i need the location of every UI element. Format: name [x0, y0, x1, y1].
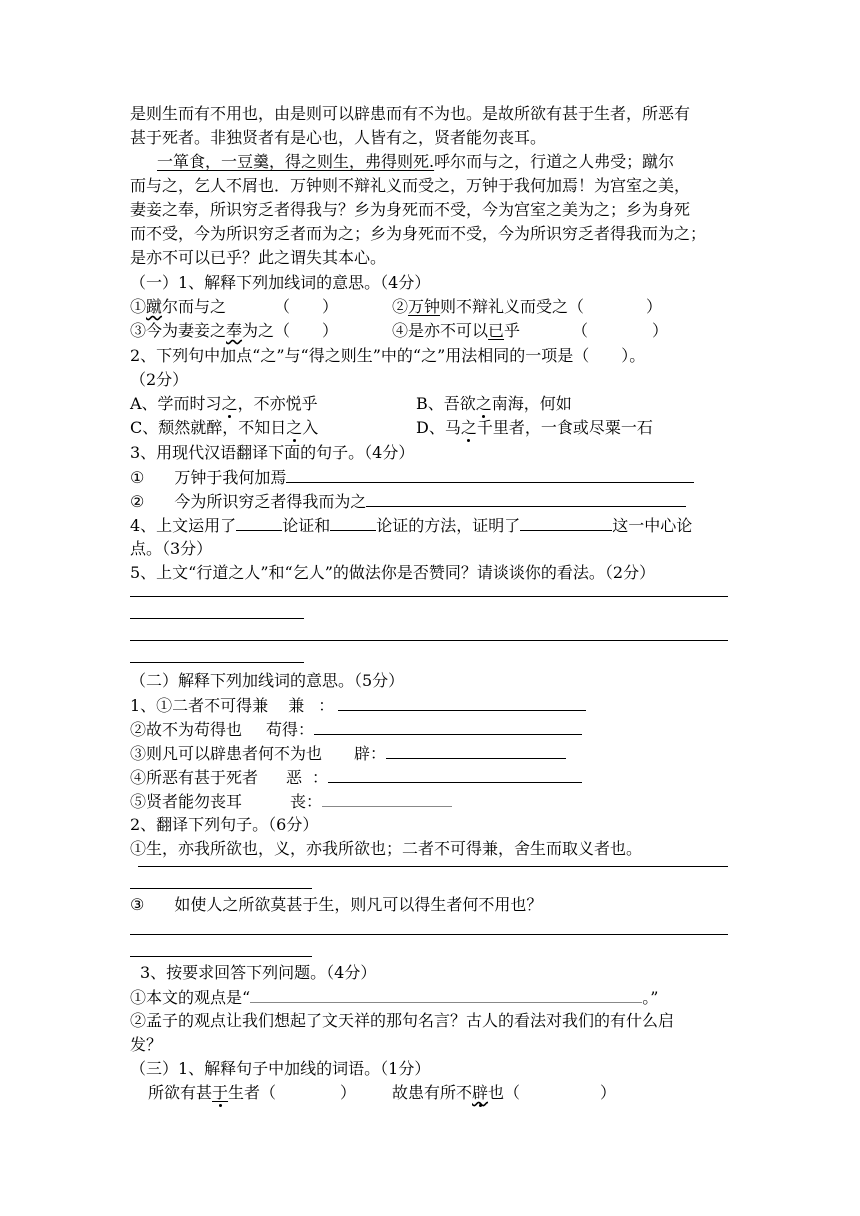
option-b: B、吾欲之南海，何如	[416, 394, 572, 413]
question-4: 4、上文运用了 论证和 论证的方法，证明了 这一中心论	[130, 516, 693, 535]
answer-line[interactable]	[138, 866, 728, 867]
inspiration-question: ②孟子的观点让我们想起了文天祥的那句名言？古人的看法对我们的有什么启	[130, 1011, 675, 1030]
q1-item-a: ①蹴尔而与之 （ ）	[130, 297, 339, 316]
answer-line[interactable]	[130, 934, 728, 935]
vocab-item-5: ⑤贤者能勿丧耳 丧：	[130, 790, 452, 813]
passage-line: 一箪食，一豆羹，得之则生，弗得则死.呼尔而与之，行道之人弗受；蹴尔	[157, 152, 675, 171]
question-5: 5、上文“行道之人”和“乞人”的做法你是否赞同？请谈谈你的看法。（2分）	[130, 563, 656, 582]
underlined-sentence: 一箪食，一豆羹，得之则生，弗得则死.	[157, 152, 435, 171]
translate-item-2: ② 今为所识穷乏者得我而为之	[130, 490, 686, 513]
translate-item-1: ① 万钟于我何加焉	[130, 466, 694, 489]
answer-line[interactable]	[328, 766, 582, 783]
option-d: D、马之千里者，一食或尽粟一石	[416, 418, 653, 437]
section-3-title: （三）1、解释句子中加线的词语。（1分）	[130, 1059, 431, 1078]
answer-line[interactable]	[314, 718, 582, 735]
answer-line[interactable]	[366, 490, 686, 507]
answer-line[interactable]	[338, 694, 586, 711]
question-3-title: 3、用现代汉语翻译下面的句子。（4分）	[130, 443, 415, 462]
answer-line[interactable]	[130, 956, 312, 957]
section-2-title: （二）解释下列加线词的意思。（5分）	[130, 671, 405, 690]
answer-line[interactable]	[286, 466, 694, 483]
question-2-title: 2、下列句中加点“之”与“得之则生”中的“之”用法相同的一项是（ ）。	[130, 346, 646, 365]
option-a: A、学而时习之，不亦悦乎	[130, 394, 318, 413]
answer-blank[interactable]	[330, 514, 376, 531]
option-c: C、颓然就醉，不知日之入	[130, 418, 319, 437]
translate-title: 2、翻译下列句子。（6分）	[130, 815, 319, 834]
question-3-title: 3、按要求回答下列问题。（4分）	[140, 963, 377, 982]
passage-line: 甚于死者。非独贤者有是心也，人皆有之，贤者能勿丧耳。	[130, 128, 547, 147]
answer-line[interactable]	[250, 986, 642, 1003]
q1-item-b: ②万钟则不辩礼义而受之（ ）	[392, 297, 663, 316]
viewpoint-question: ①本文的观点是“ 。”	[130, 988, 659, 1007]
vocab-item-4: ④所恶有甚于死者 恶 ：	[130, 766, 582, 789]
passage-line: 妻妾之奉，所识穷乏者得我与？乡为身死而不受，今为宫室之美为之；乡为身死	[130, 200, 691, 219]
answer-line[interactable]	[130, 618, 304, 619]
question-4-cont: 点。（3分）	[130, 539, 213, 558]
passage-line: 是则生而有不用也，由是则可以辟患而有不为也。是故所欲有甚于生者，所恶有	[130, 104, 691, 123]
passage-line: 而与之，乞人不屑也．万钟则不辩礼义而受之，万钟于我何加焉！为宫室之美，	[130, 176, 691, 195]
translate-sentence-1: ①生，亦我所欲也，义，亦我所欲也；二者不可得兼，舍生而取义者也。	[130, 839, 643, 858]
answer-line[interactable]	[130, 888, 312, 889]
q1-item-d: ④是亦不可以已乎 （ ）	[392, 321, 669, 340]
vocab-item-3: ③则凡可以辟患者何不为也 辟：	[130, 742, 566, 765]
vocab-item-1: 1、①二者不可得兼 兼 ：	[130, 694, 586, 717]
vocab-item-2: ②故不为苟得也 苟得：	[130, 718, 582, 741]
section-1-question-1-title: （一）1、解释下列加线词的意思。（4分）	[130, 273, 431, 292]
question-2-score: （2分）	[130, 370, 189, 389]
section-3-item-b: 故患有所不辟也（ ）	[392, 1083, 617, 1102]
answer-line[interactable]	[130, 662, 304, 663]
passage-line: 而不受，今为所识穷乏者而为之；乡为身死而不受，今为所识穷乏者得我而为之；	[130, 224, 707, 243]
answer-line[interactable]	[322, 790, 452, 807]
passage-line: 是亦不可以已乎？此之谓失其本心。	[130, 248, 387, 267]
answer-blank[interactable]	[520, 514, 612, 531]
translate-sentence-3: ③ 如使人之所欲莫甚于生，则凡可以得生者何不用也？	[130, 895, 543, 914]
answer-line[interactable]	[130, 596, 728, 597]
inspiration-question-cont: 发？	[130, 1035, 163, 1054]
answer-line[interactable]	[386, 742, 566, 759]
section-3-item-a: 所欲有甚于生者（ ）	[148, 1083, 357, 1102]
answer-blank[interactable]	[236, 514, 282, 531]
q1-item-c: ③今为妻妾之奉为之（ ）	[130, 321, 339, 340]
answer-line[interactable]	[130, 640, 728, 641]
